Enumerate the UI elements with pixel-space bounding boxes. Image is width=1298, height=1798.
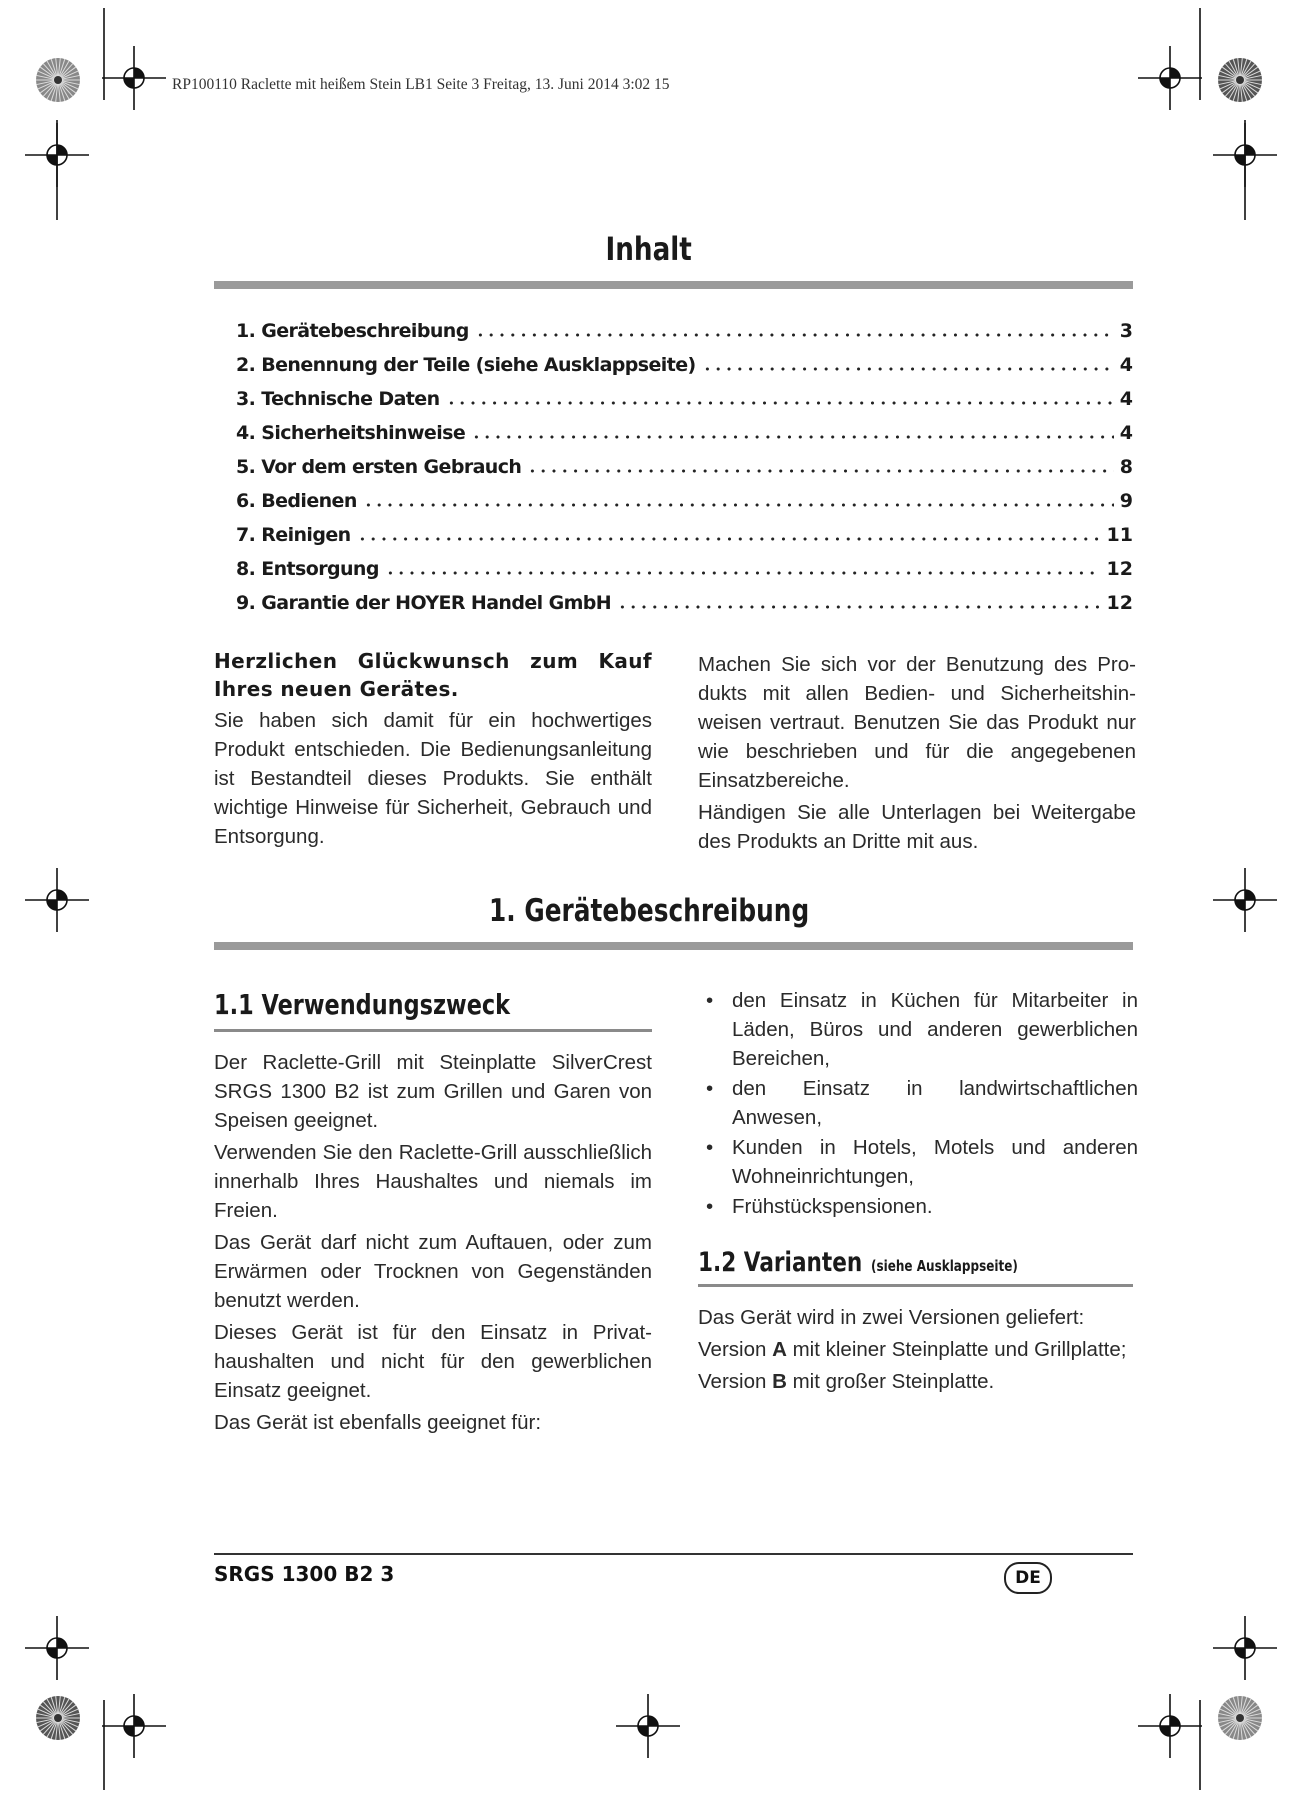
color-registration-target bbox=[1240, 1718, 1241, 1719]
toc-entry-page: 4 bbox=[1119, 388, 1133, 410]
color-registration-target bbox=[1240, 80, 1241, 81]
toc-entry[interactable] bbox=[236, 512, 1133, 546]
toc-leader-dots bbox=[617, 605, 1100, 609]
toc-leader-dots bbox=[702, 367, 1114, 371]
toc-entry[interactable] bbox=[236, 342, 1133, 376]
toc-entry[interactable] bbox=[236, 308, 1133, 342]
intro-right-column bbox=[698, 650, 1136, 859]
usage-paragraph: Das Gerät darf nicht zum Auftauen, oder zum Erwärmen oder Trocknen von Gegenständen benutzt werden. bbox=[214, 1231, 652, 1312]
subsection-1-1-title: 1.1 Verwendungszweck bbox=[214, 988, 511, 1021]
toc-entry-page: 11 bbox=[1106, 524, 1133, 546]
usage-bullet-item: • den Einsatz in Küchen für Mitarbeiter in Läden, Büros und anderen gewerblichen Bereichen, bbox=[698, 986, 1138, 1073]
usage-bullet-item: • Kunden in Hotels, Motels und anderen Wohneinrichtungen, bbox=[698, 1133, 1138, 1191]
registration-crosshair bbox=[134, 1726, 135, 1727]
registration-crosshair bbox=[1170, 1726, 1171, 1727]
toc-leader-dots bbox=[475, 333, 1114, 337]
version-b: Version B mit großer Steinplatte. bbox=[698, 1370, 995, 1393]
usage-paragraph: Dieses Gerät ist für den Einsatz in Privathaushalten und nicht für den gewerblichen Einsatz geeignet. bbox=[214, 1321, 652, 1402]
section-1-rule bbox=[214, 942, 1133, 950]
usage-bullet-list bbox=[698, 986, 1138, 1222]
crop-line bbox=[0, 0, 1, 1]
toc-leader-dots bbox=[446, 401, 1114, 405]
toc-entry-page: 4 bbox=[1119, 422, 1133, 444]
toc-entry-label: 1. Gerätebeschreibung bbox=[236, 320, 469, 342]
version-a: Version A mit kleiner Steinplatte und Grillplatte; bbox=[698, 1338, 1127, 1361]
variants-intro: Das Gerät wird in zwei Versionen geliefert: bbox=[698, 1306, 1085, 1329]
toc-entry-page: 9 bbox=[1119, 490, 1133, 512]
toc-entry[interactable] bbox=[236, 546, 1133, 580]
toc-entry-label: 4. Sicherheitshinweise bbox=[236, 422, 466, 444]
registration-crosshair bbox=[1170, 78, 1171, 79]
toc-entry-page: 8 bbox=[1119, 456, 1133, 478]
language-badge: DE bbox=[1004, 1562, 1052, 1594]
intro-right-paragraph-1: Machen Sie sich vor der Benutzung des Produkts mit allen Bedien- und Sicherheitshinweisen vertraut. Benutzen Sie das Produkt nur wie beschrieben und für die angegebenen Einsatzbereiche. bbox=[698, 653, 1136, 792]
intro-right-paragraph-2: Händigen Sie alle Unterlagen bei Weitergabe des Produkts an Dritte mit aus. bbox=[698, 801, 1136, 853]
subsection-1-1-body bbox=[214, 1048, 652, 1440]
toc-entry[interactable] bbox=[236, 376, 1133, 410]
toc-entry-page: 12 bbox=[1106, 558, 1133, 580]
intro-left-column bbox=[214, 647, 652, 854]
usage-paragraph: Der Raclette-Grill mit Steinplatte SilverCrest SRGS 1300 B2 ist zum Grillen und Garen von Speisen geeignet. bbox=[214, 1051, 652, 1132]
toc-entry[interactable] bbox=[236, 478, 1133, 512]
registration-crosshair bbox=[57, 1648, 58, 1649]
toc-leader-dots bbox=[357, 537, 1101, 541]
print-slug: RP100110 Raclette mit heißem Stein LB1 Seite 3 Freitag, 13. Juni 2014 3:02 15 bbox=[172, 76, 670, 93]
footer-rule bbox=[214, 1553, 1133, 1555]
usage-paragraph: Das Gerät ist ebenfalls geeignet für: bbox=[214, 1411, 542, 1434]
subsection-1-2-body bbox=[698, 1303, 1138, 1399]
usage-bullet-item: • den Einsatz in landwirtschaftlichen Anwesen, bbox=[698, 1074, 1138, 1132]
toc-leader-dots bbox=[471, 435, 1114, 439]
toc-entry-label: 9. Garantie der HOYER Handel GmbH bbox=[236, 592, 612, 614]
toc-entry-page: 4 bbox=[1119, 354, 1133, 376]
toc-entry-label: 2. Benennung der Teile (siehe Ausklappseite) bbox=[236, 354, 696, 376]
subsection-1-2-rule bbox=[698, 1284, 1133, 1287]
registration-crosshair bbox=[648, 1726, 649, 1727]
section-1-title: 1. Gerätebeschreibung bbox=[488, 893, 810, 929]
toc-entry-label: 3. Technische Daten bbox=[236, 388, 440, 410]
subsection-1-2-title: 1.2 Varianten (siehe Ausklappseite) bbox=[698, 1247, 1018, 1278]
usage-bullet-item: • Frühstückspensionen. bbox=[698, 1192, 1138, 1221]
registration-crosshair bbox=[134, 78, 135, 79]
toc-leader-dots bbox=[363, 503, 1114, 507]
color-registration-target bbox=[58, 80, 59, 81]
intro-left-text: Sie haben sich damit für ein hochwertiges Produkt entschieden. Die Bedienungsanleitung ist Bestandteil dieses Produkts. Sie enthält wichtige Hinweise für Sicherheit, Gebrauch und Entsorgung. bbox=[214, 709, 652, 848]
toc-entry-label: 7. Reinigen bbox=[236, 524, 351, 546]
intro-heading: Herzlichen Glückwunsch zum Kauf Ihres neuen Gerätes. bbox=[214, 649, 652, 701]
footer-model-page: SRGS 1300 B2 3 bbox=[214, 1562, 395, 1586]
toc-entry[interactable] bbox=[236, 410, 1133, 444]
usage-paragraph: Verwenden Sie den Raclette-Grill ausschließlich innerhalb Ihres Haushaltes und niemals im Freien. bbox=[214, 1141, 652, 1222]
toc-entry-page: 12 bbox=[1106, 592, 1133, 614]
toc-leader-dots bbox=[385, 571, 1101, 575]
toc-leader-dots bbox=[527, 469, 1113, 473]
toc-entry-label: 5. Vor dem ersten Gebrauch bbox=[236, 456, 522, 478]
registration-crosshair bbox=[1245, 1648, 1246, 1649]
color-registration-target bbox=[58, 1718, 59, 1719]
title-rule bbox=[214, 281, 1133, 289]
toc-entry[interactable] bbox=[236, 444, 1133, 478]
toc-entry-label: 8. Entsorgung bbox=[236, 558, 379, 580]
toc-entry[interactable] bbox=[236, 580, 1133, 614]
subsection-1-1-rule bbox=[214, 1029, 652, 1032]
toc-entry-label: 6. Bedienen bbox=[236, 490, 357, 512]
page-title: Inhalt bbox=[605, 230, 693, 268]
toc-entry-page: 3 bbox=[1119, 320, 1133, 342]
